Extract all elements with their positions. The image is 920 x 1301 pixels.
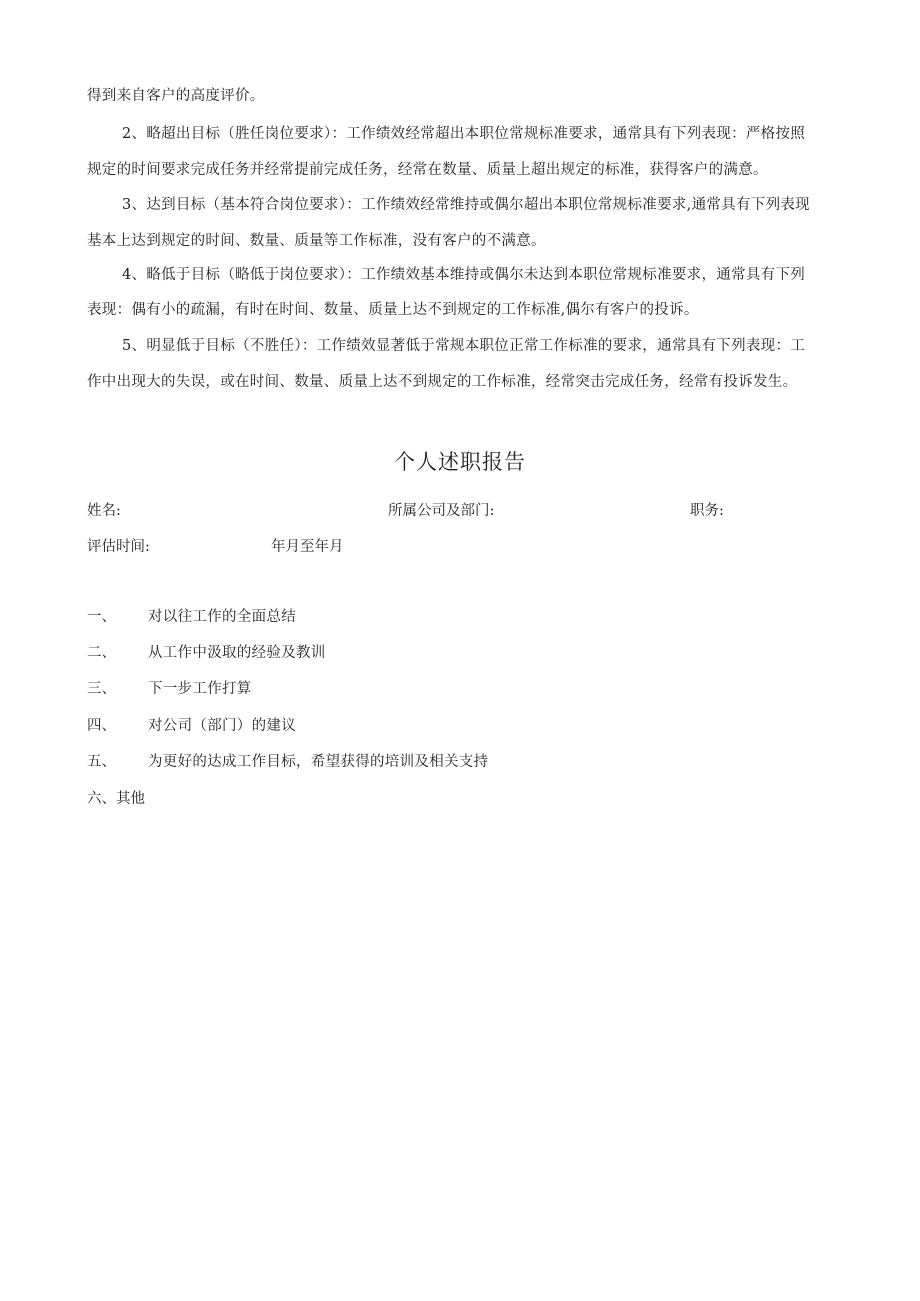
level-3-line-1: 3、达到目标（基本符合岗位要求）：工作绩效经常维持或偶尔超出本职位常规标准要求,通常具有下列表现 [122, 197, 810, 213]
level-5-line-1: 5、明显低于目标（不胜任）：工作绩效显著低于常规本职位正常工作标准的要求，通常具有下列表现：工 [122, 338, 806, 354]
section-title: 下一步工作打算 [148, 681, 252, 697]
period-label: 评估时间: [87, 539, 150, 555]
level-2-line-1: 2、略超出目标（胜任岗位要求）：工作绩效经常超出本职位常规标准要求，通常具有下列表现：严格按照 [122, 126, 806, 142]
position-label: 职务: [690, 503, 724, 519]
section-number: 五、 [87, 754, 116, 770]
section-number: 一、 [87, 609, 116, 625]
section-title: 为更好的达成工作目标，希望获得的培训及相关支持 [148, 754, 489, 770]
level-4-line-2: 表现：偶有小的疏漏，有时在时间、数量、质量上达不到规定的工作标准,偶尔有客户的投诉。 [87, 302, 699, 318]
section-other: 六、其他 [87, 791, 145, 807]
section-title: 从工作中汲取的经验及教训 [148, 645, 326, 661]
level-2-line-2: 规定的时间要求完成任务并经常提前完成任务，经常在数量、质量上超出规定的标准，获得客户的满意。 [87, 162, 768, 178]
section-title: 对以往工作的全面总结 [148, 609, 296, 625]
level-3-line-2: 基本上达到规定的时间、数量、质量等工作标准，没有客户的不满意。 [87, 233, 546, 249]
section-number: 二、 [87, 645, 116, 661]
section-number: 四、 [87, 718, 116, 734]
name-label: 姓名: [87, 503, 121, 519]
intro-line: 得到来自客户的高度评价。 [87, 88, 265, 104]
section-title: 对公司（部门）的建议 [148, 718, 296, 734]
report-title: 个人述职报告 [394, 450, 526, 474]
period-value: 年月至年月 [271, 539, 344, 555]
level-4-line-1: 4、略低于目标（略低于岗位要求）：工作绩效基本维持或偶尔未达到本职位常规标准要求，通常具有下列 [122, 267, 806, 283]
level-5-line-2: 作中出现大的失误，或在时间、数量、质量上达不到规定的工作标准，经常突击完成任务，经常有投诉发生。 [87, 374, 798, 390]
department-label: 所属公司及部门: [388, 503, 495, 519]
section-number: 三、 [87, 681, 116, 697]
